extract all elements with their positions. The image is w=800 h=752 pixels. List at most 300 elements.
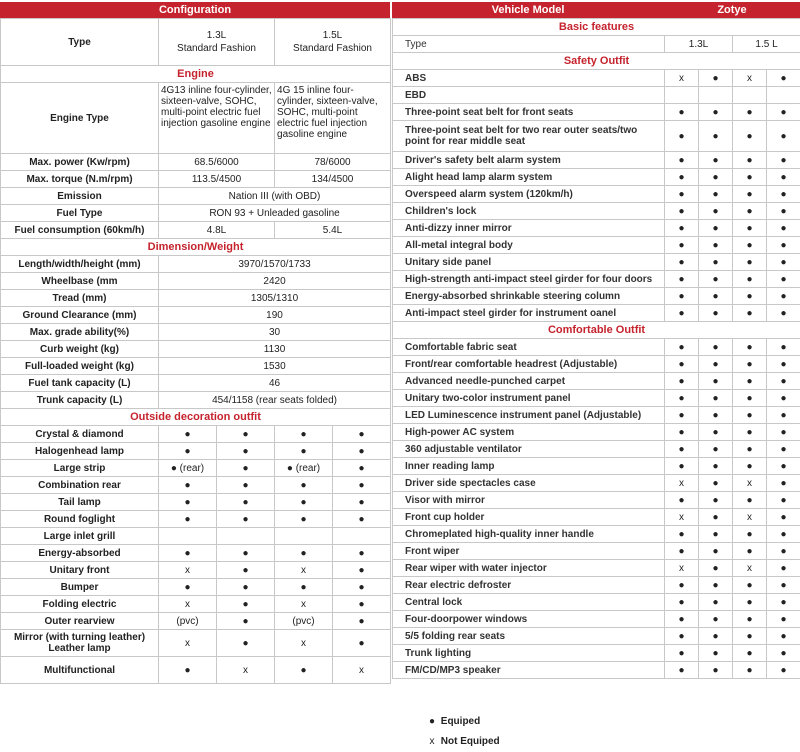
feature-mark-1: x [159, 596, 217, 613]
spec-value: 190 [159, 307, 391, 324]
legend-not-symbol: x [426, 732, 438, 752]
feature-row-driver-s-safety-belt-alarm-system [393, 152, 800, 169]
feature-label: Comfortable fabric seat [393, 339, 665, 356]
legend-equiped-symbol: ● [426, 712, 438, 732]
dimension-section-row [1, 239, 391, 256]
vehicle-model-table [392, 18, 800, 679]
feature-mark-4: ● [767, 543, 800, 560]
feature-mark-2: ● [699, 424, 733, 441]
feature-mark-3: ● [275, 494, 333, 511]
spec-value: 1130 [159, 341, 391, 358]
feature-label: Front wiper [393, 543, 665, 560]
feature-row-unitary-side-panel [393, 254, 800, 271]
feature-mark-1 [665, 87, 699, 104]
feature-row-driver-side-spectacles-case [393, 475, 800, 492]
feature-row-front-rear-comfortable-headrest-adjustab [393, 356, 800, 373]
feature-mark-1: x [665, 509, 699, 526]
value-15l: 78/6000 [275, 154, 391, 171]
feature-label: Halogenhead lamp [1, 443, 159, 460]
feature-mark-4: ● [767, 611, 800, 628]
feature-label: Trunk lighting [393, 645, 665, 662]
type-13l [159, 19, 275, 66]
feature-mark-3: ● [733, 237, 767, 254]
feature-mark-4: ● [333, 460, 391, 477]
feature-mark-4: ● [767, 288, 800, 305]
feature-mark-3: ● [733, 152, 767, 169]
feature-label: Large strip [1, 460, 159, 477]
spec-row-ground-clearance-mm [1, 307, 391, 324]
feature-mark-3: x [275, 630, 333, 657]
feature-mark-1: (pvc) [159, 613, 217, 630]
feature-mark-2: ● [217, 579, 275, 596]
configuration-panel [0, 2, 390, 684]
feature-mark-3: ● [275, 477, 333, 494]
feature-mark-4: ● [767, 560, 800, 577]
feature-label: 5/5 folding rear seats [393, 628, 665, 645]
legend-equiped-label: Equiped [441, 716, 480, 727]
feature-row-comfortable-fabric-seat [393, 339, 800, 356]
feature-mark-2: ● [699, 104, 733, 121]
feature-mark-4: ● [767, 271, 800, 288]
legend-not-equiped [426, 732, 500, 752]
feature-row-all-metal-integral-body [393, 237, 800, 254]
feature-mark-2: ● [699, 628, 733, 645]
configuration-table [0, 18, 391, 684]
type-13l-trim: Standard Fashion [177, 43, 256, 54]
feature-mark-4: ● [767, 186, 800, 203]
feature-mark-2: ● [217, 477, 275, 494]
spec-row-length-width-height-mm [1, 256, 391, 273]
feature-mark-2: ● [699, 373, 733, 390]
spec-label: Max. power (Kw/rpm) [1, 154, 159, 171]
spec-label: Wheelbase (mm [1, 273, 159, 290]
feature-label: LED Luminescence instrument panel (Adjustable) [393, 407, 665, 424]
feature-row-energy-absorbed [1, 545, 391, 562]
spec-row-fuel-type [1, 205, 391, 222]
feature-label: Four-doorpower windows [393, 611, 665, 628]
feature-mark-2: ● [699, 526, 733, 543]
feature-mark-2: ● [217, 596, 275, 613]
feature-mark-1: ● (rear) [159, 460, 217, 477]
feature-row-folding-electric [1, 596, 391, 613]
feature-label: Round foglight [1, 511, 159, 528]
feature-mark-4: ● [333, 596, 391, 613]
feature-mark-3: ● [733, 305, 767, 322]
comfort-section-row [393, 322, 800, 339]
spec-row-max-power-kw-rpm [1, 154, 391, 171]
feature-row-visor-with-mirror [393, 492, 800, 509]
feature-label: Large inlet grill [1, 528, 159, 545]
feature-mark-3: ● [733, 424, 767, 441]
feature-row-halogenhead-lamp [1, 443, 391, 460]
feature-mark-4: ● [767, 492, 800, 509]
feature-mark-3: ● [733, 271, 767, 288]
feature-mark-3: ● [733, 104, 767, 121]
value-15l: 134/4500 [275, 171, 391, 188]
feature-mark-4: x [333, 657, 391, 684]
feature-mark-4: ● [333, 613, 391, 630]
feature-mark-2: ● [217, 613, 275, 630]
feature-row-central-lock [393, 594, 800, 611]
feature-mark-1: ● [665, 662, 699, 679]
feature-mark-1: ● [665, 611, 699, 628]
feature-mark-2: ● [699, 611, 733, 628]
feature-mark-3: x [733, 70, 767, 87]
brand-title: Zotye [664, 4, 800, 16]
feature-mark-3: ● [275, 579, 333, 596]
feature-row-large-inlet-grill [1, 528, 391, 545]
feature-row-front-wiper [393, 543, 800, 560]
feature-mark-4: ● [333, 579, 391, 596]
feature-mark-1: ● [665, 424, 699, 441]
feature-mark-3: x [275, 596, 333, 613]
legend-not-label: Not Equiped [441, 736, 500, 747]
feature-mark-1: ● [159, 443, 217, 460]
spec-value: 30 [159, 324, 391, 341]
feature-mark-3: ● [733, 492, 767, 509]
spec-value: 2420 [159, 273, 391, 290]
feature-mark-4: ● [767, 645, 800, 662]
feature-mark-2: ● [217, 494, 275, 511]
feature-label: ABS [393, 70, 665, 87]
feature-mark-1: ● [159, 426, 217, 443]
feature-mark-3: ● [733, 288, 767, 305]
vehicle-model-header [392, 2, 800, 18]
feature-label: Combination rear [1, 477, 159, 494]
feature-label: Folding electric [1, 596, 159, 613]
type-15l-displacement: 1.5L [323, 30, 342, 41]
feature-mark-1: ● [665, 237, 699, 254]
spec-value: RON 93 + Unleaded gasoline [159, 205, 391, 222]
feature-mark-1: ● [159, 545, 217, 562]
feature-label: High-strength anti-impact steel girder for four doors [393, 271, 665, 288]
feature-row-three-point-seat-belt-for-two-rear-outer [393, 121, 800, 152]
feature-mark-3: ● [733, 645, 767, 662]
type-row [1, 19, 391, 66]
feature-mark-4: ● [767, 407, 800, 424]
safety-section-row [393, 53, 800, 70]
feature-mark-3: ● (rear) [275, 460, 333, 477]
feature-mark-4: ● [767, 373, 800, 390]
spec-value: 454/1158 (rear seats folded) [159, 392, 391, 409]
feature-mark-2: ● [699, 390, 733, 407]
feature-mark-1: ● [159, 657, 217, 684]
spec-row-full-loaded-weight-kg [1, 358, 391, 375]
feature-row-alight-head-lamp-alarm-system [393, 169, 800, 186]
feature-mark-2: ● [217, 630, 275, 657]
feature-row-abs [393, 70, 800, 87]
feature-mark-4: ● [333, 511, 391, 528]
basic-section-row [393, 19, 800, 36]
feature-mark-2: ● [699, 220, 733, 237]
feature-mark-1: ● [665, 152, 699, 169]
feature-mark-1: x [665, 70, 699, 87]
feature-mark-2: ● [217, 460, 275, 477]
right-type-row [393, 36, 800, 53]
spec-value: 1530 [159, 358, 391, 375]
feature-label: Outer rearview [1, 613, 159, 630]
feature-mark-2: ● [699, 458, 733, 475]
feature-label: Energy-absorbed [1, 545, 159, 562]
feature-mark-2: ● [699, 237, 733, 254]
outside-section-title: Outside decoration outfit [1, 409, 391, 426]
feature-mark-3: ● [733, 458, 767, 475]
feature-mark-1: ● [665, 339, 699, 356]
spec-value: Nation III (with OBD) [159, 188, 391, 205]
feature-label: Chromeplated high-quality inner handle [393, 526, 665, 543]
feature-mark-2: ● [217, 545, 275, 562]
feature-mark-3: ● [733, 543, 767, 560]
legend [426, 712, 500, 752]
feature-mark-1: x [665, 475, 699, 492]
feature-mark-4: ● [333, 562, 391, 579]
feature-mark-3: ● [733, 577, 767, 594]
feature-mark-4: ● [333, 494, 391, 511]
feature-mark-4: ● [767, 237, 800, 254]
feature-mark-2: ● [217, 443, 275, 460]
feature-mark-4: ● [767, 203, 800, 220]
feature-mark-3: ● [733, 220, 767, 237]
feature-row-bumper [1, 579, 391, 596]
feature-mark-2: ● [699, 441, 733, 458]
feature-label: Rear wiper with water injector [393, 560, 665, 577]
feature-mark-4: ● [767, 509, 800, 526]
spec-label: Length/width/height (mm) [1, 256, 159, 273]
feature-mark-2: ● [699, 543, 733, 560]
safety-section-title: Safety Outfit [393, 53, 800, 70]
feature-label: Crystal & diamond [1, 426, 159, 443]
feature-row-anti-impact-steel-girder-for-instrument- [393, 305, 800, 322]
feature-mark-2: ● [699, 305, 733, 322]
feature-row-5-5-folding-rear-seats [393, 628, 800, 645]
feature-mark-3: ● [733, 594, 767, 611]
spec-row-fuel-consumption [1, 222, 391, 239]
feature-mark-1: ● [665, 356, 699, 373]
feature-mark-1: ● [665, 594, 699, 611]
feature-mark-3: ● [733, 356, 767, 373]
feature-mark-3: x [275, 562, 333, 579]
spec-row-wheelbase-mm [1, 273, 391, 290]
feature-mark-3: ● [733, 390, 767, 407]
spec-label: Max. grade ability(%) [1, 324, 159, 341]
feature-mark-2: ● [217, 562, 275, 579]
feature-row-inner-reading-lamp [393, 458, 800, 475]
feature-mark-4: ● [767, 628, 800, 645]
feature-mark-2 [699, 87, 733, 104]
spec-value: 1305/1310 [159, 290, 391, 307]
feature-row-mirror-with-turning-leather-leather-lamp [1, 630, 391, 657]
feature-mark-2: ● [699, 203, 733, 220]
feature-mark-4: ● [333, 426, 391, 443]
feature-mark-2: ● [217, 426, 275, 443]
feature-mark-3: ● [275, 545, 333, 562]
feature-mark-3: ● [733, 662, 767, 679]
feature-row-three-point-seat-belt-for-front-seats [393, 104, 800, 121]
engine-section-title: Engine [1, 66, 391, 83]
feature-row-advanced-needle-punched-carpet [393, 373, 800, 390]
feature-row-chromeplated-high-quality-inner-handle [393, 526, 800, 543]
feature-mark-1: ● [665, 104, 699, 121]
feature-mark-2: ● [699, 271, 733, 288]
feature-mark-2: ● [699, 152, 733, 169]
feature-mark-1: ● [665, 441, 699, 458]
feature-mark-3: ● [733, 373, 767, 390]
feature-mark-2: ● [699, 577, 733, 594]
feature-mark-4 [333, 528, 391, 545]
feature-mark-4: ● [333, 630, 391, 657]
feature-mark-3: ● [733, 628, 767, 645]
feature-mark-1: ● [665, 458, 699, 475]
spec-row-max-grade-ability [1, 324, 391, 341]
feature-mark-3: ● [733, 186, 767, 203]
feature-label: Children's lock [393, 203, 665, 220]
feature-label: Three-point seat belt for front seats [393, 104, 665, 121]
feature-label: 360 adjustable ventilator [393, 441, 665, 458]
feature-mark-4: ● [767, 169, 800, 186]
feature-mark-1: ● [665, 407, 699, 424]
feature-mark-1: x [665, 560, 699, 577]
feature-mark-4: ● [767, 458, 800, 475]
spec-label: Fuel tank capacity (L) [1, 375, 159, 392]
spec-row-curb-weight-kg [1, 341, 391, 358]
feature-mark-1: ● [665, 254, 699, 271]
spec-label: Tread (mm) [1, 290, 159, 307]
feature-mark-3 [733, 87, 767, 104]
type-15l [275, 19, 391, 66]
feature-mark-4: ● [767, 254, 800, 271]
spec-row-tread-mm [1, 290, 391, 307]
spec-value: 3970/1570/1733 [159, 256, 391, 273]
feature-mark-1: ● [665, 288, 699, 305]
feature-mark-2: ● [699, 407, 733, 424]
feature-mark-2: ● [699, 645, 733, 662]
feature-label: All-metal integral body [393, 237, 665, 254]
feature-mark-4: ● [767, 577, 800, 594]
feature-mark-2: ● [699, 169, 733, 186]
legend-equiped [426, 712, 500, 732]
feature-mark-1: x [159, 630, 217, 657]
type-15l-trim: Standard Fashion [293, 43, 372, 54]
spec-label: Full-loaded weight (kg) [1, 358, 159, 375]
feature-mark-1: ● [665, 645, 699, 662]
feature-mark-3: ● [733, 526, 767, 543]
feature-row-multifunctional [1, 657, 391, 684]
feature-label: Energy-absorbed shrinkable steering column [393, 288, 665, 305]
feature-mark-4: ● [767, 104, 800, 121]
feature-row-tail-lamp [1, 494, 391, 511]
feature-label: Unitary side panel [393, 254, 665, 271]
feature-mark-1: ● [665, 220, 699, 237]
feature-mark-3: ● [275, 511, 333, 528]
feature-mark-1: ● [665, 305, 699, 322]
feature-row-outer-rearview [1, 613, 391, 630]
feature-mark-1: ● [159, 494, 217, 511]
feature-label: Advanced needle-punched carpet [393, 373, 665, 390]
feature-mark-3: ● [275, 657, 333, 684]
feature-mark-3: ● [275, 443, 333, 460]
outside-section-row [1, 409, 391, 426]
feature-label: Inner reading lamp [393, 458, 665, 475]
feature-mark-1: ● [665, 373, 699, 390]
spec-row-trunk-capacity-l [1, 392, 391, 409]
feature-mark-4: ● [767, 526, 800, 543]
feature-mark-4: ● [767, 662, 800, 679]
feature-mark-3: ● [733, 441, 767, 458]
feature-row-crystal-diamond [1, 426, 391, 443]
feature-mark-3: ● [733, 254, 767, 271]
feature-row-children-s-lock [393, 203, 800, 220]
vehicle-model-title: Vehicle Model [392, 4, 664, 16]
feature-mark-3: ● [733, 203, 767, 220]
feature-mark-3: ● [733, 339, 767, 356]
feature-label: Front cup holder [393, 509, 665, 526]
feature-row-ebd [393, 87, 800, 104]
feature-mark-3: x [733, 509, 767, 526]
feature-mark-4: ● [767, 424, 800, 441]
feature-mark-2: ● [699, 70, 733, 87]
feature-label: Anti-impact steel girder for instrument oanel [393, 305, 665, 322]
feature-row-360-adjustable-ventilator [393, 441, 800, 458]
feature-mark-4: ● [333, 443, 391, 460]
spec-row-emission [1, 188, 391, 205]
vehicle-model-panel [392, 2, 800, 679]
engine-15l: 4G 15 inline four-cylinder, sixteen-valve, SOHC, multi-point electric fuel injection gasoline engine [275, 83, 391, 154]
feature-label: High-power AC system [393, 424, 665, 441]
feature-row-rear-wiper-with-water-injector [393, 560, 800, 577]
feature-label: Central lock [393, 594, 665, 611]
feature-mark-1: ● [159, 477, 217, 494]
feature-mark-2: ● [699, 186, 733, 203]
feature-row-combination-rear [1, 477, 391, 494]
feature-mark-2: ● [699, 560, 733, 577]
feature-mark-3: ● [733, 611, 767, 628]
feature-row-rear-electric-defroster [393, 577, 800, 594]
feature-mark-1: ● [665, 577, 699, 594]
feature-mark-1: x [159, 562, 217, 579]
configuration-header [0, 2, 390, 18]
feature-mark-2: ● [699, 339, 733, 356]
dimension-section-title: Dimension/Weight [1, 239, 391, 256]
right-type-15l: 1.5 L [733, 36, 800, 53]
feature-row-high-strength-anti-impact-steel-girder-f [393, 271, 800, 288]
engine-section-row [1, 66, 391, 83]
type-13l-displacement: 1.3L [207, 30, 226, 41]
feature-mark-2: ● [217, 511, 275, 528]
feature-label: Unitary front [1, 562, 159, 579]
feature-row-large-strip [1, 460, 391, 477]
feature-row-unitary-front [1, 562, 391, 579]
feature-mark-3: (pvc) [275, 613, 333, 630]
feature-mark-2: ● [699, 475, 733, 492]
feature-mark-4: ● [333, 545, 391, 562]
spec-label: Fuel consumption (60km/h) [1, 222, 159, 239]
feature-mark-1: ● [665, 628, 699, 645]
feature-mark-4: ● [767, 356, 800, 373]
feature-mark-4: ● [767, 305, 800, 322]
feature-row-energy-absorbed-shrinkable-steering-colu [393, 288, 800, 305]
feature-mark-1: ● [665, 169, 699, 186]
value-13l: 113.5/4500 [159, 171, 275, 188]
configuration-title: Configuration [0, 4, 390, 16]
spec-row-max-torque-n-m-rpm [1, 171, 391, 188]
feature-label: EBD [393, 87, 665, 104]
feature-mark-1: ● [665, 526, 699, 543]
feature-label: Overspeed alarm system (120km/h) [393, 186, 665, 203]
feature-mark-2: ● [699, 492, 733, 509]
feature-row-front-cup-holder [393, 509, 800, 526]
feature-row-led-luminescence-instrument-panel-adjust [393, 407, 800, 424]
feature-label: Unitary two-color instrument panel [393, 390, 665, 407]
